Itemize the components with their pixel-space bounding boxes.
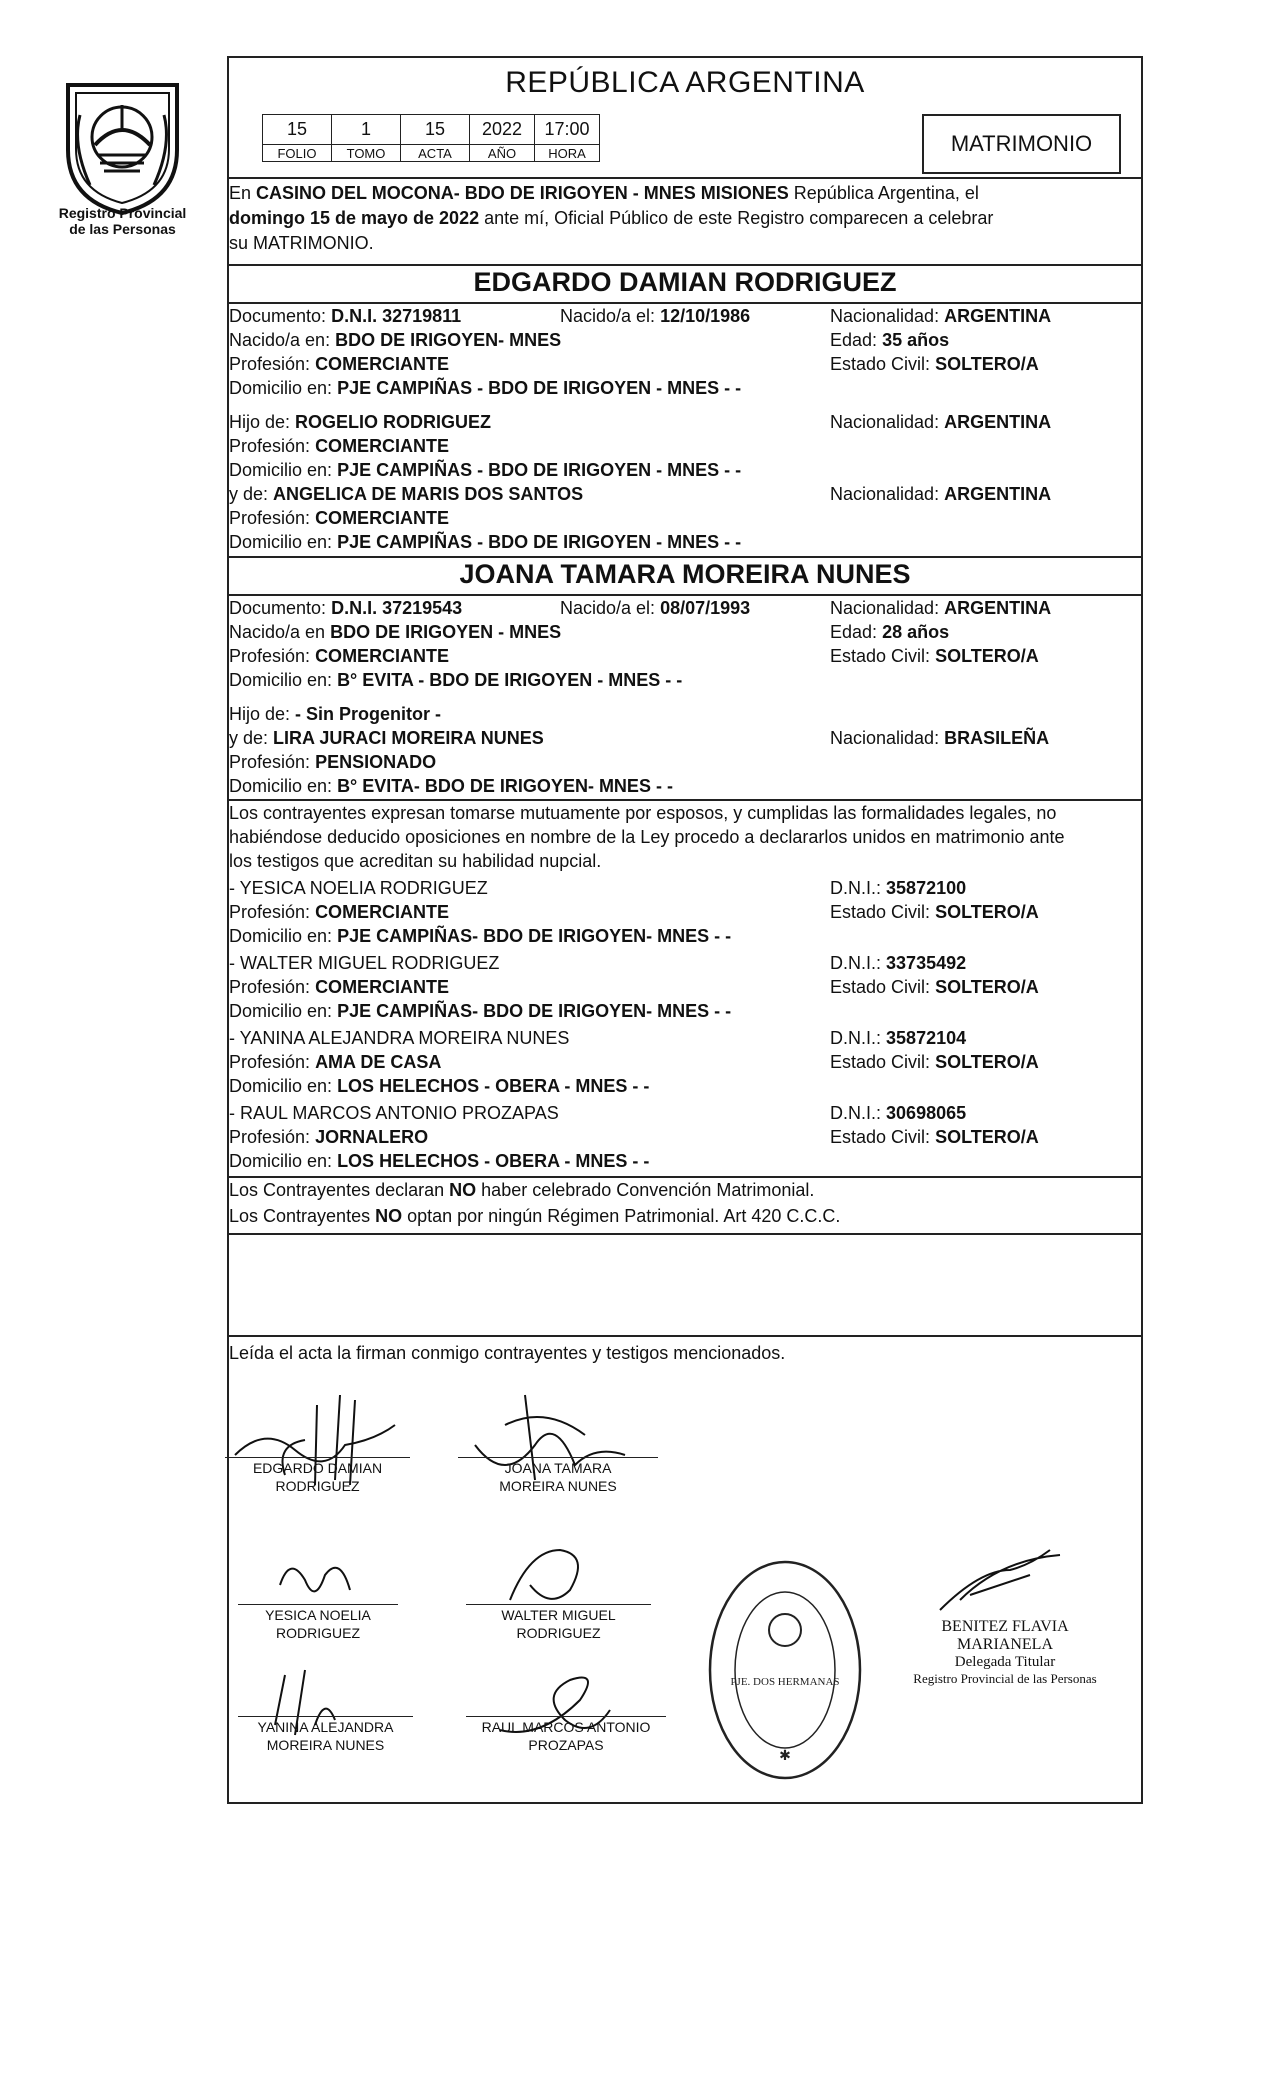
hora-value: 17:00	[535, 115, 600, 145]
tomo-value: 1	[332, 115, 401, 145]
shield-emblem-icon	[60, 75, 185, 215]
act-type-box: MATRIMONIO	[922, 114, 1121, 174]
bride-birthdate: Nacido/a el: 08/07/1993	[560, 598, 751, 618]
declaration-line-3: los testigos que acreditan su habilidad nupcial.	[229, 851, 602, 871]
bride-mother-address: Domicilio en: B° EVITA- BDO DE IRIGOYEN- MNES - -	[229, 776, 673, 796]
divider	[227, 1233, 1143, 1235]
acta-label: ACTA	[401, 145, 470, 162]
groom-signature-label: EDGARDO DAMIAN RODRIGUEZ	[252, 1460, 383, 1494]
bride-father: Hijo de: - Sin Progenitor -	[229, 704, 442, 724]
witness-4-dni: D.N.I.: 30698065	[830, 1103, 967, 1123]
groom-father-nationality: Nacionalidad: ARGENTINA	[830, 412, 1052, 432]
groom-nationality: Nacionalidad: ARGENTINA	[830, 306, 1052, 326]
groom-mother-address: Domicilio en: PJE CAMPIÑAS - BDO DE IRIGOYEN - MNES - -	[229, 532, 742, 552]
witness-3-address: Domicilio en: LOS HELECHOS - OBERA - MNES - -	[229, 1076, 650, 1096]
svg-text:PJE. DOS HERMANAS: PJE. DOS HERMANAS	[730, 1676, 840, 1688]
groom-father-address: Domicilio en: PJE CAMPIÑAS - BDO DE IRIGOYEN - MNES - -	[229, 460, 742, 480]
declaration-line-1: Los contrayentes expresan tomarse mutuamente por esposos, y cumplidas las formalidades legales, no	[229, 803, 1057, 823]
witness-1-civil: Estado Civil: SOLTERO/A	[830, 902, 1039, 922]
witness-2-name: - WALTER MIGUEL RODRIGUEZ	[229, 953, 500, 973]
signature-line	[225, 1457, 410, 1458]
witness-1-address: Domicilio en: PJE CAMPIÑAS- BDO DE IRIGOYEN- MNES - -	[229, 926, 732, 946]
bride-signature-label: JOANA TAMARA MOREIRA NUNES	[499, 1460, 617, 1494]
bride-civil-status: Estado Civil: SOLTERO/A	[830, 646, 1039, 666]
note-convention: Los Contrayentes declaran NO haber celebrado Convención Matrimonial.	[229, 1180, 815, 1200]
witness-2-profession: Profesión: COMERCIANTE	[229, 977, 450, 997]
witness-2-address: Domicilio en: PJE CAMPIÑAS- BDO DE IRIGOYEN- MNES - -	[229, 1001, 732, 1021]
groom-mother-nationality: Nacionalidad: ARGENTINA	[830, 484, 1052, 504]
groom-name: EDGARDO DAMIAN RODRIGUEZ	[473, 267, 897, 297]
groom-civil-status: Estado Civil: SOLTERO/A	[830, 354, 1039, 374]
witness-4-name: - RAUL MARCOS ANTONIO PROZAPAS	[229, 1103, 559, 1123]
bride-mother-nationality: Nacionalidad: BRASILEÑA	[830, 728, 1050, 748]
bride-nationality: Nacionalidad: ARGENTINA	[830, 598, 1052, 618]
groom-profession: Profesión: COMERCIANTE	[229, 354, 450, 374]
witness-3-name: - YANINA ALEJANDRA MOREIRA NUNES	[229, 1028, 570, 1048]
signature-line	[238, 1604, 398, 1605]
signature-line	[238, 1716, 413, 1717]
groom-birthplace: Nacido/a en: BDO DE IRIGOYEN- MNES	[229, 330, 562, 350]
witness-4-address: Domicilio en: LOS HELECHOS - OBERA - MNES - -	[229, 1151, 650, 1171]
signature-line	[458, 1457, 658, 1458]
intro-line-1: En CASINO DEL MOCONA- BDO DE IRIGOYEN - MNES MISIONES República Argentina, el	[229, 183, 979, 203]
witness-1-profession: Profesión: COMERCIANTE	[229, 902, 450, 922]
witness-4-civil: Estado Civil: SOLTERO/A	[830, 1127, 1039, 1147]
registry-seal-stamp	[705, 1555, 865, 1785]
witness-3-dni: D.N.I.: 35872104	[830, 1028, 967, 1048]
bride-mother: y de: LIRA JURACI MOREIRA NUNES	[229, 728, 544, 748]
folio-value: 15	[263, 115, 332, 145]
svg-text:✱: ✱	[779, 1747, 791, 1763]
declaration-line-2: habiéndose deducido oposiciones en nombre de la Ley procedo a declararlos unidos en matrimonio ante	[229, 827, 1065, 847]
anio-value: 2022	[470, 115, 535, 145]
groom-address: Domicilio en: PJE CAMPIÑAS - BDO DE IRIGOYEN - MNES - -	[229, 378, 742, 398]
witness-2-signature	[490, 1530, 610, 1610]
bride-name: JOANA TAMARA MOREIRA NUNES	[459, 559, 911, 589]
folio-label: FOLIO	[263, 145, 332, 162]
groom-mother-profession: Profesión: COMERCIANTE	[229, 508, 450, 528]
official-stamp-text: BENITEZ FLAVIA MARIANELA Delegada Titular Registro Provincial de las Personas	[913, 1618, 1097, 1686]
intro-line-2: domingo 15 de mayo de 2022 ante mí, Oficial Público de este Registro comparecen a celebrar	[229, 208, 994, 228]
bride-mother-profession: Profesión: PENSIONADO	[229, 752, 437, 772]
closing-statement: Leída el acta la firman conmigo contrayentes y testigos mencionados.	[229, 1343, 786, 1363]
witness-4-signature-label: RAUL MARCOS ANTONIO PROZAPAS	[481, 1719, 651, 1753]
signature-line	[466, 1604, 651, 1605]
divider	[227, 556, 1143, 558]
witness-3-signature-label: YANINA ALEJANDRA MOREIRA NUNES	[257, 1719, 394, 1753]
groom-father-profession: Profesión: COMERCIANTE	[229, 436, 450, 456]
groom-birthdate: Nacido/a el: 12/10/1986	[560, 306, 751, 326]
bride-document: Documento: D.N.I. 37219543	[229, 598, 463, 618]
registry-logo-label: Registro Provincial de las Personas	[58, 205, 187, 237]
witness-2-signature-label: WALTER MIGUEL RODRIGUEZ	[501, 1607, 616, 1641]
acta-value: 15	[401, 115, 470, 145]
bride-address: Domicilio en: B° EVITA - BDO DE IRIGOYEN - MNES - -	[229, 670, 683, 690]
groom-document: Documento: D.N.I. 32719811	[229, 306, 462, 326]
bride-age: Edad: 28 años	[830, 622, 950, 642]
witness-1-signature-label: YESICA NOELIA RODRIGUEZ	[265, 1607, 371, 1641]
witness-3-civil: Estado Civil: SOLTERO/A	[830, 1052, 1039, 1072]
hora-label: HORA	[535, 145, 600, 162]
witness-4-profession: Profesión: JORNALERO	[229, 1127, 429, 1147]
official-signature	[930, 1540, 1070, 1620]
intro-line-3: su MATRIMONIO.	[229, 233, 374, 253]
witness-2-dni: D.N.I.: 33735492	[830, 953, 967, 973]
witness-3-profession: Profesión: AMA DE CASA	[229, 1052, 442, 1072]
groom-mother: y de: ANGELICA DE MARIS DOS SANTOS	[229, 484, 584, 504]
anio-label: AÑO	[470, 145, 535, 162]
groom-father: Hijo de: ROGELIO RODRIGUEZ	[229, 412, 492, 432]
divider	[227, 177, 1143, 179]
witness-1-name: - YESICA NOELIA RODRIGUEZ	[229, 878, 488, 898]
witness-2-civil: Estado Civil: SOLTERO/A	[830, 977, 1039, 997]
certificate-title: REPÚBLICA ARGENTINA	[505, 66, 865, 99]
bride-birthplace: Nacido/a en BDO DE IRIGOYEN - MNES	[229, 622, 562, 642]
divider	[227, 1335, 1143, 1337]
bride-profession: Profesión: COMERCIANTE	[229, 646, 450, 666]
groom-age: Edad: 35 años	[830, 330, 950, 350]
tomo-label: TOMO	[332, 145, 401, 162]
divider	[227, 264, 1143, 266]
note-regime: Los Contrayentes NO optan por ningún Régimen Patrimonial. Art 420 C.C.C.	[229, 1206, 841, 1226]
signature-line	[466, 1716, 666, 1717]
witness-1-dni: D.N.I.: 35872100	[830, 878, 967, 898]
registration-data-table	[262, 114, 600, 162]
